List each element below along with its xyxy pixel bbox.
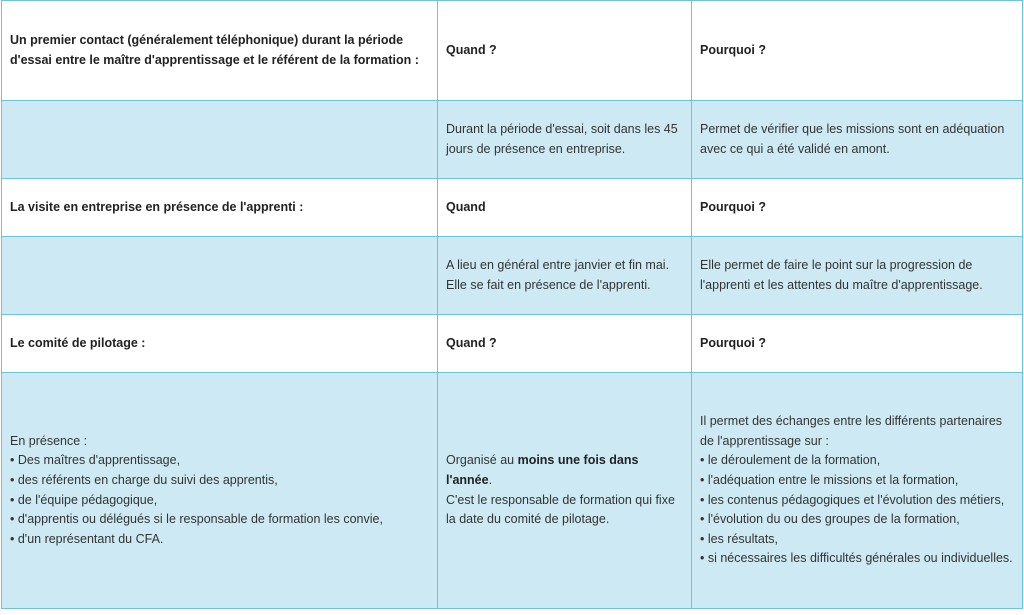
section-3-who-item: • d'apprentis ou délégués si le responsable de formation les convie,: [10, 512, 383, 527]
section-3-when-pre: Organisé au: [446, 453, 518, 468]
section-3-why-label: Pourquoi ?: [692, 315, 1023, 373]
section-1-when: Durant la période d'essai, soit dans les 45 jours de présence en entreprise.: [438, 101, 692, 179]
section-2-title: La visite en entreprise en présence de l'apprenti :: [2, 179, 438, 237]
section-3-who: [2, 373, 438, 609]
section-2-when-label: Quand: [438, 179, 692, 237]
section-3-who-intro: En présence :: [10, 433, 88, 448]
section-2-who: [2, 237, 438, 315]
section-3-why: [692, 373, 1023, 609]
section-3-header-row: [2, 315, 1023, 373]
section-2-why: Elle permet de faire le point sur la progression de l'apprenti et les attentes du maître d'apprentissage.: [692, 237, 1023, 315]
section-3-body-row: [2, 373, 1023, 609]
section-2-why-label: Pourquoi ?: [692, 179, 1023, 237]
section-1-why-label: Pourquoi ?: [692, 1, 1023, 101]
section-3-title: Le comité de pilotage :: [2, 315, 438, 373]
section-1-title: Un premier contact (généralement téléphonique) durant la période d'essai entre le maître d'apprentissage et le référent de la formation :: [2, 1, 438, 101]
section-3-who-item: • des référents en charge du suivi des apprentis,: [10, 472, 278, 487]
section-3-why-intro: Il permet des échanges entre les différents partenaires de l'apprentissage sur :: [700, 414, 1003, 448]
section-1-header-row: [2, 1, 1023, 101]
section-3-why-item: • le déroulement de la formation,: [700, 453, 881, 468]
section-1-why: Permet de vérifier que les missions sont en adéquation avec ce qui a été validé en amont.: [692, 101, 1023, 179]
section-3-why-item: • si nécessaires les difficultés générales ou individuelles.: [700, 551, 1013, 566]
section-1-when-label: Quand ?: [438, 1, 692, 101]
section-1-body-row: [2, 101, 1023, 179]
section-3-when-post: .: [488, 472, 493, 487]
section-3-when-label: Quand ?: [438, 315, 692, 373]
section-3-why-item: • les résultats,: [700, 531, 779, 546]
section-3-who-item: • d'un représentant du CFA.: [10, 531, 164, 546]
section-3-when: [438, 373, 692, 609]
section-3-who-item: • Des maîtres d'apprentissage,: [10, 453, 181, 468]
section-2-header-row: [2, 179, 1023, 237]
section-3-when-text: [446, 453, 638, 487]
section-2-when: A lieu en général entre janvier et fin mai. Elle se fait en présence de l'apprenti.: [438, 237, 692, 315]
section-3-who-item: • de l'équipe pédagogique,: [10, 492, 158, 507]
section-3-why-item: • l'évolution du ou des groupes de la formation,: [700, 512, 960, 527]
section-3-why-item: • l'adéquation entre le missions et la formation,: [700, 472, 959, 487]
section-3-why-item: • les contenus pédagogiques et l'évolution des métiers,: [700, 492, 1005, 507]
section-1-who: [2, 101, 438, 179]
section-3-when-extra: C'est le responsable de formation qui fixe la date du comité de pilotage.: [446, 492, 675, 527]
follow-up-table: [1, 0, 1023, 609]
section-2-body-row: [2, 237, 1023, 315]
section-3-when-bold: moins une fois dans l'année: [446, 453, 639, 487]
